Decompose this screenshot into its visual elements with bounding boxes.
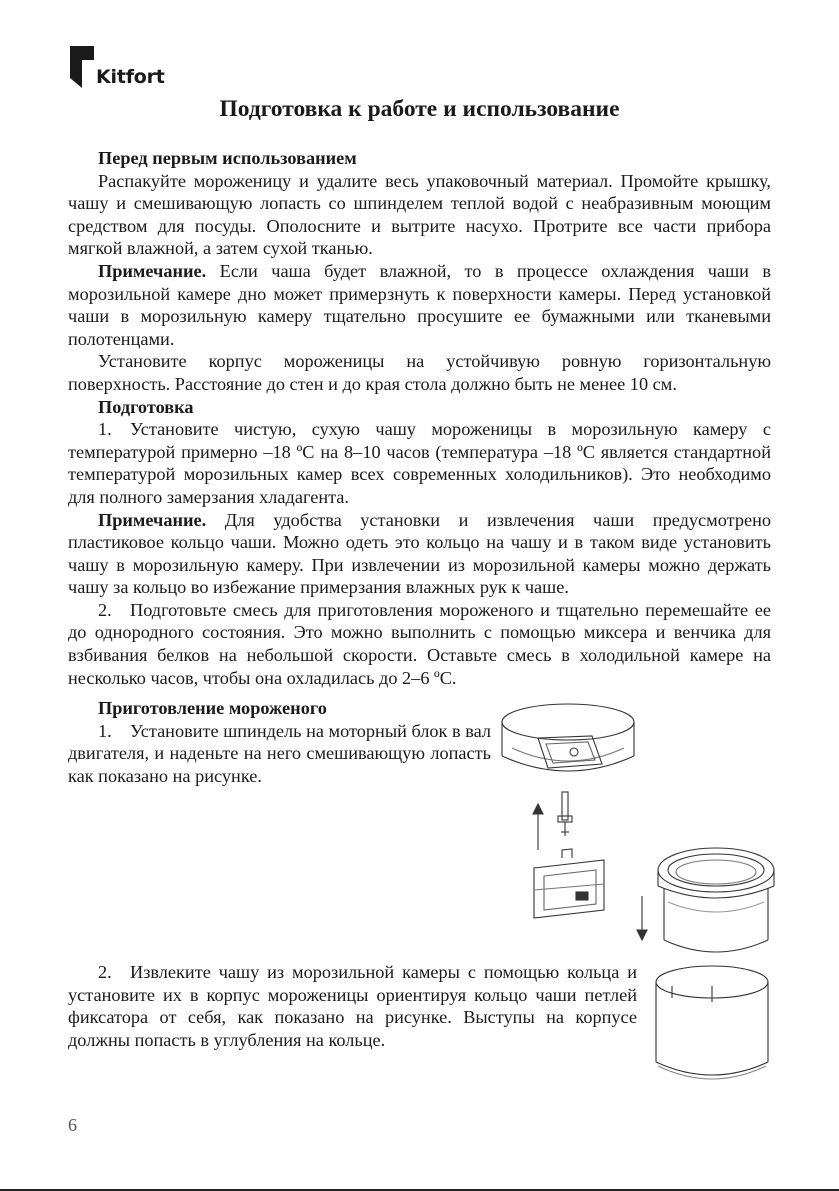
logo-text: Kitfort bbox=[96, 66, 165, 88]
section-ice-cream-block bbox=[68, 697, 491, 787]
note-paragraph-1 bbox=[68, 260, 771, 350]
note-label: Примечание. bbox=[98, 260, 207, 281]
list-item-freeze-bowl: 1. Установите чистую, сухую чашу мороженицы в морозильную камеру с температурой примерно –18 ºС на 8–10 часов (температура –18 ºС является стандартной температурой морозильных камер всех современных холодильников). Это необходимо для полного замерзания хладагента. bbox=[68, 419, 771, 507]
kitfort-logo bbox=[68, 44, 188, 92]
bowl-housing-illustration bbox=[628, 836, 778, 1088]
note-text: Если чаша будет влажной, то в процессе охлаждения чаши в морозильной камере дно может примерзнуть к поверхности камеры. Перед установкой чаши в морозильную камеру тщательно просушите ее бумажными или тканевыми полотенцами. bbox=[68, 260, 771, 349]
page-title: Подготовка к работе и использование bbox=[219, 96, 620, 122]
spindle-paddle-illustration bbox=[498, 700, 638, 930]
note-text: Для удобства установки и извлечения чаши предусмотрено пластиковое кольцо чаши. Можно одеть это кольцо на чашу и в таком виде установить чашу в морозильную камеру. При извлечении из морозильной камеры можно держать чашу за кольцо во избежание примерзания влажных рук к чаше. bbox=[68, 509, 771, 598]
section-heading-preparation: Подготовка bbox=[98, 396, 194, 417]
section-heading-making-ice-cream: Приготовление мороженого bbox=[98, 698, 327, 718]
paragraph-unpack: Распакуйте мороженицу и удалите весь упаковочный материал. Промойте крышку, чашу и смешивающую лопасть со шпинделем теплой водой с неабразивным моющим средством для посуды. Ополосните и вытрите насухо. Протрите все части прибора мягкой влажной, а затем сухой тканью. bbox=[68, 170, 771, 259]
paragraph-placement: Установите корпус мороженицы на устойчивую ровную горизонтальную поверхность. Расстояние до стен и до края стола должно быть не менее 10 см. bbox=[68, 351, 771, 394]
note-label: Примечание. bbox=[98, 509, 207, 530]
section-bowl-block bbox=[68, 961, 637, 1051]
main-text-block bbox=[68, 147, 771, 689]
section-heading-first-use: Перед первым использованием bbox=[98, 148, 357, 168]
kitfort-logo-mark bbox=[68, 44, 96, 90]
list-item-install-spindle: 1. Установите шпиндель на моторный блок в вал двигателя, и наденьте на него смешивающую лопасть как показано на рисунке. bbox=[68, 720, 492, 786]
list-item-install-bowl: 2. Извлеките чашу из морозильной камеры с помощью кольца и установите их в корпус мороженицы ориентируя кольцо чаши петлей фиксатора от себя, как показано на рисунке. Выступы на корпусе должны попасть в углубления на кольце. bbox=[68, 962, 637, 1050]
note-paragraph-2 bbox=[68, 509, 771, 599]
list-item-prepare-mix: 2. Подготовьте смесь для приготовления мороженого и тщательно перемешайте ее до однородного состояния. Это можно выполнить с помощью миксера и венчика для взбивания белков на небольшой скорости. Оставьте смесь в холодильной камере на несколько часов, чтобы она охладилась до 2–6 ºС. bbox=[68, 599, 771, 688]
page-number: 6 bbox=[68, 1115, 77, 1135]
